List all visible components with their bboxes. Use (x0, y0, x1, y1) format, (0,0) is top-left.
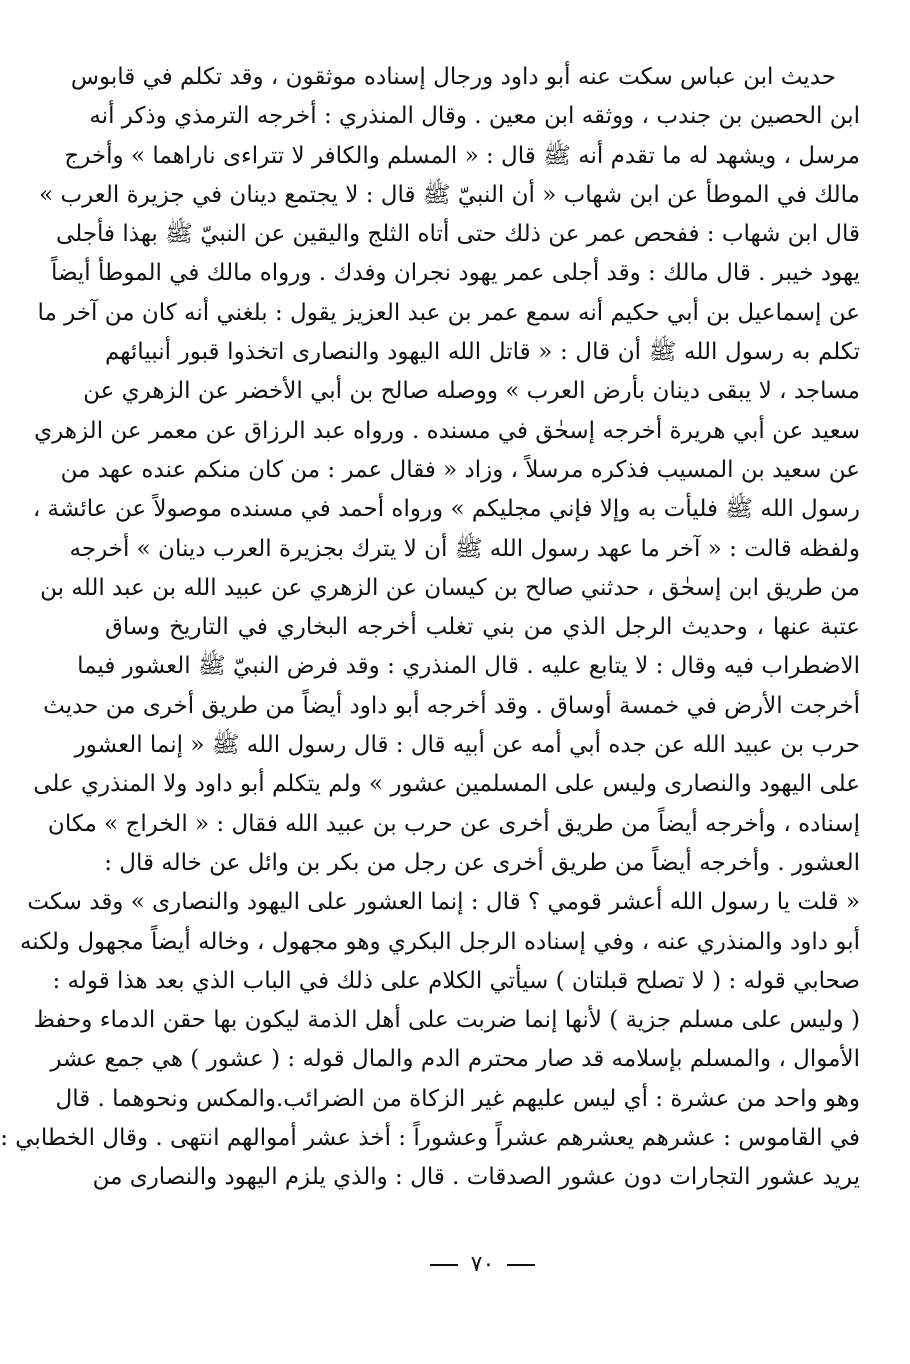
text-line: أخرجت الأرض في خمسة أوساق . وقد أخرجه أبو داود أيضاً من طريق أخرى من حديث (43, 692, 860, 719)
text-line: عن إسماعيل بن أبي حكيم أنه سمع عمر بن عبد العزيز يقول : بلغني أنه كان من آخر ما (37, 299, 860, 326)
footer-dash-left (430, 1264, 458, 1266)
page-footer (55, 1250, 910, 1280)
text-line: مرسل ، ويشهد له ما تقدم أنه ﷺ قال : « المسلم والكافر لا تتراءى ناراهما » وأخرج (64, 142, 860, 169)
text-line: من طريق ابن إسحٰق ، حدثني صالح بن كيسان عن الزهري عن عبيد الله بن عبد الله بن (40, 574, 860, 601)
footer-dash-right (507, 1264, 535, 1266)
text-line: مالك في الموطأ عن ابن شهاب « أن النبيّ ﷺ قال : لا يجتمع دينان في جزيرة العرب » (39, 181, 860, 208)
text-line: الاضطراب فيه وقال : لا يتابع عليه . قال المنذري : وقد فرض النبيّ ﷺ العشور فيما (77, 653, 860, 680)
text-line: يهود خيبر . قال مالك : وقد أجلى عمر يهود نجران وفدك . ورواه مالك في الموطأ أيضاً (50, 260, 860, 287)
text-line: في القاموس : عشرهم يعشرهم عشراً وعشوراً : أخذ عشر أموالهم انتهى . وقال الخطابي : (0, 1125, 860, 1152)
text-line: صحابي قوله : ( لا تصلح قبلتان ) سيأتي الكلام على ذلك في الباب الذي بعد هذا قوله : (52, 967, 860, 994)
text-line: حديث ابن عباس سكت عنه أبو داود ورجال إسناده موثقون ، وقد تكلم في قابوس (70, 64, 836, 90)
text-line: يريد عشور التجارات دون عشور الصدقات . قال : والذي يلزم اليهود والنصارى من (92, 1164, 860, 1191)
text-line: إسناده ، وأخرجه أيضاً من طريق أخرى عن حرب بن عبيد الله فقال : « الخراج » مكان (47, 810, 860, 837)
page-number: ٧٠ (470, 1252, 495, 1277)
text-line: قال ابن شهاب : ففحص عمر عن ذلك حتى أتاه الثلج واليقين عن النبيّ ﷺ بهذا فأجلى (56, 221, 860, 248)
text-line: تكلم به رسول الله ﷺ أن قال : « قاتل الله اليهود والنصارى اتخذوا قبور أنبيائهم (105, 339, 860, 366)
text-line: رسول الله ﷺ فليأت به وإلا فإني مجليكم » ورواه أحمد في مسنده موصولاً عن عائشة ، (32, 496, 860, 523)
text-line: عن سعيد بن المسيب فذكره مرسلاً ، وزاد « فقال عمر : من كان منكم عنده عهد من (60, 456, 860, 483)
text-line: وهو واحد من عشرة : أي ليس عليهم غير الزكاة من الضرائب.والمكس ونحوهما . قال (55, 1085, 860, 1112)
text-line: مساجد ، لا يبقى دينان بأرض العرب » ووصله صالح بن أبي الأخضر عن الزهري عن (83, 378, 860, 405)
text-line: الأموال ، والمسلم بإسلامه قد صار محترم الدم والمال قوله : ( عشور ) هي جمع عشر (50, 1046, 860, 1073)
text-line: « قلت يا رسول الله أعشر قومي ؟ قال : إنما العشور على اليهود والنصارى » وقد سكت (27, 889, 860, 916)
text-line: العشور . وأخرجه أيضاً من طريق أخرى عن رجل من بكر بن وائل عن خاله قال : (104, 849, 860, 876)
text-line: حرب بن عبيد الله عن جده أبي أمه عن أبيه قال : قال رسول الله ﷺ « إنما العشور (74, 732, 860, 759)
text-line: سعيد عن أبي هريرة أخرجه إسحٰق في مسنده . ورواه عبد الرزاق عن معمر عن الزهري (34, 417, 860, 444)
text-line: على اليهود والنصارى وليس على المسلمين عشور » ولم يتكلم أبو داود ولا المنذري على (33, 771, 860, 798)
text-line: أبو داود والمنذري عنه ، وفي إسناده الرجل البكري وهو مجهول ، وخاله أيضاً مجهول ولكنه (19, 928, 860, 955)
text-line: عتبة عنها ، وحديث الرجل الذي من بني تغلب أخرجه البخاري في التاريخ وساق (105, 614, 860, 641)
page-body (0, 58, 860, 1268)
text-line: ( وليس على مسلم جزية ) لأنها إنما ضربت على أهل الذمة ليكون بها حقن الدماء وحفظ (33, 1007, 860, 1034)
text-line: ابن الحصين بن جندب ، ووثقه ابن معين . وقال المنذري : أخرجه الترمذي وذكر أنه (89, 103, 860, 130)
text-line: ولفظه قالت : « آخر ما عهد رسول الله ﷺ أن لا يترك بجزيرة العرب دينان » أخرجه (69, 535, 860, 562)
